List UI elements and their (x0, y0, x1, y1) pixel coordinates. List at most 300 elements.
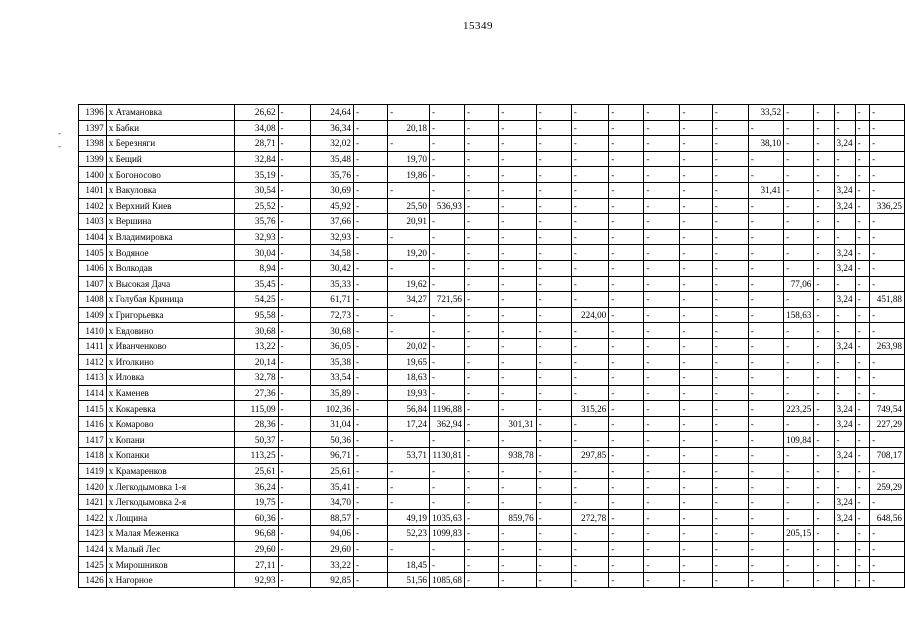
table-cell: - (712, 214, 748, 230)
table-cell: 35,76 (310, 167, 353, 183)
table-cell: 3,24 (834, 338, 855, 354)
row-number: 1411 (79, 338, 107, 354)
table-cell: - (784, 385, 814, 401)
table-cell: - (353, 370, 387, 386)
table-cell: - (465, 572, 499, 588)
table-cell: - (465, 338, 499, 354)
table-cell: - (536, 182, 571, 198)
table-cell: - (536, 370, 571, 386)
table-cell: - (784, 572, 814, 588)
row-number: 1414 (79, 385, 107, 401)
table-cell: - (536, 307, 571, 323)
table-cell: 708,17 (870, 448, 905, 464)
table-cell: - (388, 432, 430, 448)
settlement-name: х Владимировка (106, 229, 234, 245)
table-cell: 362,94 (430, 416, 465, 432)
table-cell: 53,71 (388, 448, 430, 464)
table-cell: - (499, 229, 536, 245)
table-cell: - (834, 307, 855, 323)
table-cell: - (784, 541, 814, 557)
table-cell: - (571, 354, 608, 370)
table-cell: - (712, 432, 748, 448)
table-cell: - (644, 214, 680, 230)
table-row (79, 229, 905, 245)
table-cell: - (870, 494, 905, 510)
table-cell: - (536, 385, 571, 401)
table-row (79, 276, 905, 292)
table-cell: - (278, 572, 310, 588)
table-cell: - (278, 541, 310, 557)
table-cell: 36,34 (310, 120, 353, 136)
table-cell: - (499, 182, 536, 198)
table-cell: - (536, 323, 571, 339)
table-cell: - (571, 572, 608, 588)
table-cell: - (430, 276, 465, 292)
table-cell: - (499, 136, 536, 152)
table-cell: 3,24 (834, 260, 855, 276)
table-cell: 72,73 (310, 307, 353, 323)
table-cell: - (855, 167, 870, 183)
table-cell: - (609, 572, 644, 588)
row-number: 1409 (79, 307, 107, 323)
table-cell: - (834, 323, 855, 339)
table-cell: 27,36 (234, 385, 278, 401)
table-cell: - (465, 479, 499, 495)
table-cell: - (855, 448, 870, 464)
row-number: 1413 (79, 370, 107, 386)
table-cell: - (430, 151, 465, 167)
table-cell: - (834, 541, 855, 557)
table-cell: 50,37 (234, 432, 278, 448)
table-cell: - (609, 323, 644, 339)
table-cell: - (465, 151, 499, 167)
table-cell: - (499, 307, 536, 323)
table-cell: 96,71 (310, 448, 353, 464)
table-cell: - (748, 307, 783, 323)
table-cell: - (430, 229, 465, 245)
table-cell: 3,24 (834, 136, 855, 152)
table-cell: - (814, 572, 834, 588)
table-cell: - (353, 167, 387, 183)
table-cell: - (855, 229, 870, 245)
settlement-name: х Иловка (106, 370, 234, 386)
table-cell: 19,62 (388, 276, 430, 292)
settlement-name: х Легкодымовка 1-я (106, 479, 234, 495)
table-cell: 32,93 (234, 229, 278, 245)
table-cell: 8,94 (234, 260, 278, 276)
table-cell: - (465, 432, 499, 448)
table-cell: - (499, 214, 536, 230)
table-body (79, 105, 905, 588)
table-cell: - (712, 463, 748, 479)
table-cell: - (278, 151, 310, 167)
table-cell: - (465, 510, 499, 526)
table-cell: - (353, 557, 387, 573)
table-cell: - (834, 432, 855, 448)
margin-mark: - (58, 128, 61, 138)
table-cell: - (465, 292, 499, 308)
settlement-name: х Комарово (106, 416, 234, 432)
table-cell: - (748, 276, 783, 292)
row-number: 1407 (79, 276, 107, 292)
table-cell: - (430, 323, 465, 339)
table-cell: - (855, 136, 870, 152)
settlement-name: х Бещий (106, 151, 234, 167)
table-cell: - (644, 182, 680, 198)
table-cell: - (870, 432, 905, 448)
table-cell: - (278, 557, 310, 573)
table-cell: - (870, 385, 905, 401)
table-cell: 35,48 (310, 151, 353, 167)
row-number: 1401 (79, 182, 107, 198)
table-cell: - (609, 370, 644, 386)
table-cell: - (609, 354, 644, 370)
table-cell: - (834, 214, 855, 230)
table-cell: - (712, 526, 748, 542)
table-row (79, 198, 905, 214)
table-cell: - (353, 432, 387, 448)
table-cell: - (855, 385, 870, 401)
table-cell: - (353, 229, 387, 245)
table-cell: - (499, 463, 536, 479)
table-cell: 19,65 (388, 354, 430, 370)
table-cell: - (814, 198, 834, 214)
table-row (79, 416, 905, 432)
table-cell: - (278, 479, 310, 495)
table-cell: - (536, 245, 571, 261)
table-row (79, 338, 905, 354)
table-cell: - (278, 198, 310, 214)
table-cell: - (834, 354, 855, 370)
table-cell: - (644, 572, 680, 588)
table-cell: - (712, 182, 748, 198)
table-cell: - (712, 572, 748, 588)
table-cell: - (536, 354, 571, 370)
table-cell: - (834, 151, 855, 167)
table-row (79, 136, 905, 152)
table-cell: - (571, 292, 608, 308)
table-cell: - (571, 229, 608, 245)
table-row (79, 182, 905, 198)
table-cell: 27,11 (234, 557, 278, 573)
table-cell: - (465, 526, 499, 542)
row-number: 1426 (79, 572, 107, 588)
row-number: 1421 (79, 494, 107, 510)
table-cell: - (388, 494, 430, 510)
table-cell: - (353, 182, 387, 198)
row-number: 1399 (79, 151, 107, 167)
table-cell: - (278, 276, 310, 292)
row-number: 1417 (79, 432, 107, 448)
table-cell: 3,24 (834, 292, 855, 308)
table-cell: - (870, 260, 905, 276)
table-cell: - (855, 182, 870, 198)
table-cell: - (609, 401, 644, 417)
table-cell: 33,22 (310, 557, 353, 573)
table-cell: - (571, 338, 608, 354)
table-cell: 1035,63 (430, 510, 465, 526)
table-cell: - (571, 105, 608, 121)
table-cell: 1085,68 (430, 572, 465, 588)
table-cell: - (536, 198, 571, 214)
table-cell: - (712, 557, 748, 573)
table-cell: 297,85 (571, 448, 608, 464)
table-cell: 451,88 (870, 292, 905, 308)
table-cell: - (748, 572, 783, 588)
table-row (79, 370, 905, 386)
table-cell: - (784, 105, 814, 121)
table-cell: 20,18 (388, 120, 430, 136)
table-cell: 102,36 (310, 401, 353, 417)
settlement-name: х Водяное (106, 245, 234, 261)
table-cell: - (870, 229, 905, 245)
table-cell: 259,29 (870, 479, 905, 495)
table-cell: - (644, 526, 680, 542)
table-cell: 1130,81 (430, 448, 465, 464)
table-cell: - (353, 214, 387, 230)
table-cell: - (814, 494, 834, 510)
table-cell: - (870, 526, 905, 542)
table-cell: - (353, 448, 387, 464)
table-cell: - (536, 214, 571, 230)
table-cell: - (814, 292, 834, 308)
table-cell: - (712, 385, 748, 401)
table-cell: - (814, 557, 834, 573)
table-cell: 30,68 (234, 323, 278, 339)
table-cell: - (814, 541, 834, 557)
table-cell: 50,36 (310, 432, 353, 448)
table-cell: - (499, 557, 536, 573)
table-cell: - (814, 526, 834, 542)
table-cell: - (430, 307, 465, 323)
table-cell: - (748, 541, 783, 557)
table-cell: - (814, 323, 834, 339)
table-cell: - (680, 541, 712, 557)
table-cell: - (571, 245, 608, 261)
table-cell: - (609, 136, 644, 152)
table-cell: - (571, 120, 608, 136)
table-cell: - (430, 182, 465, 198)
table-cell: - (353, 245, 387, 261)
table-cell: - (278, 526, 310, 542)
table-cell: - (430, 432, 465, 448)
table-cell: - (834, 370, 855, 386)
table-cell: - (278, 510, 310, 526)
table-cell: - (609, 541, 644, 557)
table-cell: - (784, 557, 814, 573)
table-cell: - (536, 292, 571, 308)
table-cell: - (430, 479, 465, 495)
table-cell: - (278, 136, 310, 152)
table-cell: - (748, 120, 783, 136)
table-cell: 32,02 (310, 136, 353, 152)
table-cell: - (609, 526, 644, 542)
table-cell: - (680, 167, 712, 183)
table-cell: - (609, 463, 644, 479)
settlement-name: х Кокаревка (106, 401, 234, 417)
table-cell: - (680, 557, 712, 573)
table-cell: - (814, 105, 834, 121)
table-cell: - (644, 245, 680, 261)
table-cell: - (680, 198, 712, 214)
table-cell: - (814, 260, 834, 276)
table-cell: - (353, 136, 387, 152)
settlement-name: х Каменев (106, 385, 234, 401)
table-cell: - (536, 167, 571, 183)
table-cell: - (278, 105, 310, 121)
table-cell: - (712, 370, 748, 386)
table-cell: - (784, 448, 814, 464)
table-cell: - (465, 245, 499, 261)
table-cell: 19,93 (388, 385, 430, 401)
row-number: 1420 (79, 479, 107, 495)
table-cell: - (465, 401, 499, 417)
table-cell: - (680, 510, 712, 526)
data-table (78, 104, 905, 588)
table-cell: - (465, 557, 499, 573)
table-cell: 749,54 (870, 401, 905, 417)
table-cell: - (834, 120, 855, 136)
table-row (79, 307, 905, 323)
table-cell: - (536, 416, 571, 432)
table-cell: 92,85 (310, 572, 353, 588)
table-cell: - (430, 541, 465, 557)
table-cell: - (353, 479, 387, 495)
table-cell: - (465, 276, 499, 292)
table-cell: - (712, 245, 748, 261)
table-cell: - (784, 198, 814, 214)
table-cell: 60,36 (234, 510, 278, 526)
table-cell: - (712, 307, 748, 323)
table-cell: - (609, 510, 644, 526)
table-cell: - (278, 214, 310, 230)
table-cell: - (571, 214, 608, 230)
table-cell: 17,24 (388, 416, 430, 432)
table-cell: - (465, 214, 499, 230)
table-cell: 25,61 (310, 463, 353, 479)
table-cell: - (680, 572, 712, 588)
table-cell: - (499, 260, 536, 276)
table-cell: - (465, 136, 499, 152)
table-cell: - (536, 510, 571, 526)
margin-mark: - (58, 141, 61, 151)
table-cell: 77,06 (784, 276, 814, 292)
table-cell: 26,62 (234, 105, 278, 121)
table-cell: - (712, 448, 748, 464)
table-cell: 37,66 (310, 214, 353, 230)
table-cell: - (536, 120, 571, 136)
table-cell: 336,25 (870, 198, 905, 214)
table-cell: - (536, 338, 571, 354)
table-cell: - (680, 370, 712, 386)
table-cell: - (712, 416, 748, 432)
table-cell: - (748, 370, 783, 386)
table-row (79, 151, 905, 167)
table-cell: 95,58 (234, 307, 278, 323)
table-cell: - (870, 541, 905, 557)
table-cell: - (644, 167, 680, 183)
table-cell: - (644, 323, 680, 339)
table-cell: - (814, 229, 834, 245)
table-cell: - (609, 276, 644, 292)
table-cell: 1099,83 (430, 526, 465, 542)
table-cell: - (609, 557, 644, 573)
table-row (79, 323, 905, 339)
table-cell: 859,76 (499, 510, 536, 526)
table-cell: - (278, 494, 310, 510)
table-cell: - (465, 354, 499, 370)
table-cell: - (353, 416, 387, 432)
table-cell: - (870, 120, 905, 136)
table-cell: 227,29 (870, 416, 905, 432)
table-cell: - (644, 338, 680, 354)
table-cell: - (680, 182, 712, 198)
table-cell: - (680, 151, 712, 167)
table-cell: - (499, 572, 536, 588)
table-cell: - (680, 245, 712, 261)
table-cell: - (644, 557, 680, 573)
table-cell: - (834, 276, 855, 292)
table-cell: - (536, 136, 571, 152)
table-cell: - (855, 494, 870, 510)
settlement-name: х Евдовино (106, 323, 234, 339)
table-cell: - (680, 448, 712, 464)
table-cell: - (388, 105, 430, 121)
table-cell: - (855, 401, 870, 417)
table-cell: 32,84 (234, 151, 278, 167)
table-cell: - (814, 401, 834, 417)
table-cell: 34,27 (388, 292, 430, 308)
table-cell: - (712, 479, 748, 495)
table-cell: 20,91 (388, 214, 430, 230)
table-cell: - (712, 198, 748, 214)
table-cell: - (353, 494, 387, 510)
table-cell: - (609, 245, 644, 261)
table-cell: - (748, 494, 783, 510)
table-cell: - (644, 370, 680, 386)
table-cell: - (609, 120, 644, 136)
row-number: 1396 (79, 105, 107, 121)
table-cell: 19,86 (388, 167, 430, 183)
table-cell: - (353, 572, 387, 588)
table-cell: - (680, 260, 712, 276)
table-cell: - (680, 105, 712, 121)
table-cell: - (353, 260, 387, 276)
table-cell: - (609, 214, 644, 230)
table-cell: - (609, 338, 644, 354)
table-cell: - (571, 463, 608, 479)
table-cell: 20,02 (388, 338, 430, 354)
table-cell: - (609, 494, 644, 510)
table-cell: - (784, 120, 814, 136)
row-number: 1423 (79, 526, 107, 542)
table-cell: - (712, 276, 748, 292)
table-cell: - (748, 214, 783, 230)
table-cell: - (278, 292, 310, 308)
table-cell: - (814, 151, 834, 167)
table-cell: 30,54 (234, 182, 278, 198)
table-cell: - (644, 105, 680, 121)
table-cell: 32,93 (310, 229, 353, 245)
table-cell: - (784, 229, 814, 245)
table-cell: 721,56 (430, 292, 465, 308)
table-cell: - (680, 432, 712, 448)
table-cell: - (499, 120, 536, 136)
table-cell: - (571, 541, 608, 557)
table-cell: - (465, 229, 499, 245)
row-number: 1410 (79, 323, 107, 339)
table-cell: 272,78 (571, 510, 608, 526)
